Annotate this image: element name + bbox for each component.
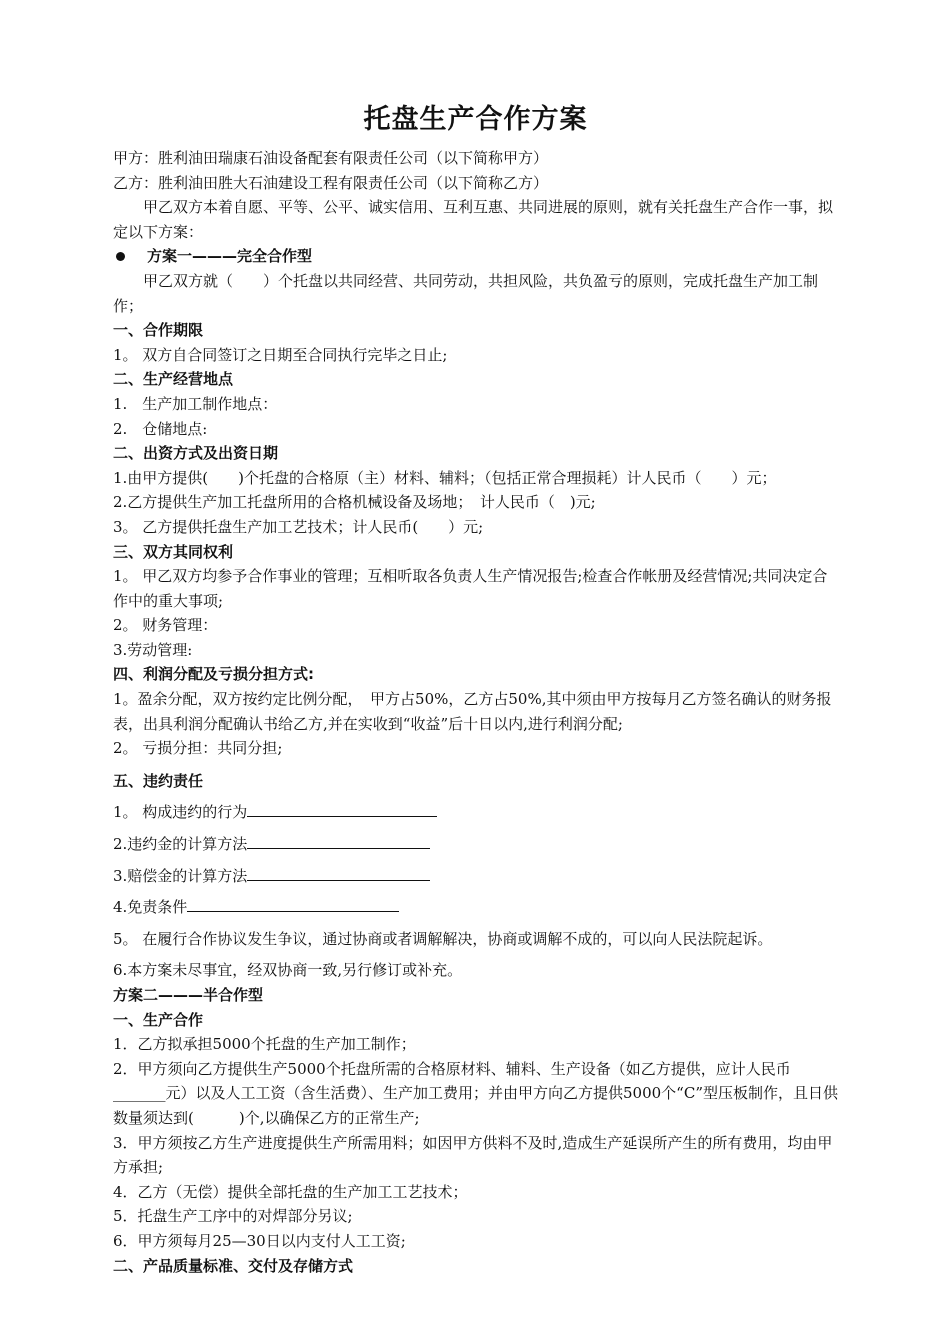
- list-item: 2．甲方须向乙方提供生产5000个托盘所需的合格原材料、辅料、生产设备（如乙方提供，应计人民币_______元）以及人工工资（含生活费）、生产加工费用；并由甲方向乙方提供5000个“C”型压板制作，且日供数量须达到( )个,以确保乙方的正常生产;: [113, 1059, 838, 1127]
- fill-in-blank[interactable]: [247, 800, 437, 817]
- list-item: 1.由甲方提供( )个托盘的合格原（主）材料、辅料；（包括正常合理损耗）计人民币（ ）元；: [113, 468, 777, 487]
- list-item: 4．乙方（无偿）提供全部托盘的生产加工工艺技术；: [113, 1182, 468, 1201]
- list-item: 2. 仓储地点:: [113, 419, 208, 438]
- list-item: 2.乙方提供生产加工托盘所用的合格机械设备及场地； 计人民币（ )元;: [113, 493, 596, 512]
- list-item: 2。 财务管理：: [113, 616, 218, 635]
- list-item: 1。盈余分配，双方按约定比例分配， 甲方占50%，乙方占50%,其中须由甲方按每月乙方签名确认的财务报表，出具利润分配确认书给乙方,并在实收到“收益”后十日以内,进行利润分配;: [113, 690, 832, 733]
- list-item-blank: [113, 800, 838, 825]
- list-item: 3．甲方须按乙方生产进度提供生产所需用料；如因甲方供料不及时,造成生产延误所产生的所有费用，均由甲方承担;: [113, 1133, 833, 1177]
- document-page: [113, 98, 838, 1278]
- list-item: 1. 生产加工制作地点：: [113, 394, 278, 413]
- list-item-label: 4.免责条件: [113, 898, 188, 917]
- plan1-section3-heading: 二、出资方式及出资日期: [113, 444, 279, 463]
- plan1-heading-text: 方案一———完全合作型: [147, 247, 313, 266]
- party-b: 乙方：胜利油田胜大石油建设工程有限责任公司（以下简称乙方）: [113, 173, 549, 192]
- list-item: 1。 双方自合同签订之日期至合同执行完毕之日止;: [113, 345, 448, 364]
- plan1-section1-heading: 一、合作期限: [113, 321, 204, 340]
- bullet-icon: [116, 252, 125, 261]
- fill-in-blank[interactable]: [247, 832, 430, 849]
- plan2-section1-heading: 一、生产合作: [113, 1010, 204, 1029]
- fill-in-blank[interactable]: [247, 864, 430, 881]
- plan2-heading: 方案二———半合作型: [113, 986, 264, 1004]
- list-item: 2。 亏损分担：共同分担;: [113, 739, 283, 758]
- document-title: 托盘生产合作方案: [363, 104, 588, 135]
- list-item: 1．乙方拟承担5000个托盘的生产加工制作；: [113, 1035, 416, 1054]
- list-item: 1。 甲乙双方均参予合作事业的管理；互相听取各负责人生产情况报告;检查合作帐册及经营情况;共同决定合作中的重大事项;: [113, 567, 828, 610]
- party-a: 甲方：胜利油田瑞康石油设备配套有限责任公司（以下简称甲方）: [113, 149, 549, 167]
- list-item-blank: [113, 895, 838, 920]
- intro-paragraph: 甲乙双方本着自愿、平等、公平、诚实信用、互利互惠、共同进展的原则，就有关托盘生产合作一事，拟定以下方案：: [113, 198, 834, 241]
- list-item: 6.本方案未尽事宜，经双协商一致,另行修订或补充。: [113, 961, 463, 980]
- plan2-section2-heading: 二、产品质量标准、交付及存储方式: [113, 1256, 354, 1275]
- plan1-intro: 甲乙双方就（ ）个托盘以共同经营、共同劳动，共担风险，共负盈亏的原则，完成托盘生产加工制作；: [113, 271, 819, 315]
- plan1-section2-heading: 二、生产经营地点: [113, 370, 234, 389]
- list-item: 3。 乙方提供托盘生产加工艺技术；计人民币( ）元;: [113, 517, 484, 536]
- list-item: 3.劳动管理:: [113, 640, 193, 659]
- list-item: 5。 在履行合作协议发生争议，通过协商或者调解解决，协商或调解不成的，可以向人民法院起诉。: [113, 929, 773, 948]
- plan1-heading: [113, 244, 838, 269]
- list-item-label: 3.赔偿金的计算方法: [113, 866, 248, 885]
- list-item: 6．甲方须每月25—30日以内支付人工工资;: [113, 1231, 406, 1250]
- list-item-label: 2.违约金的计算方法: [113, 835, 248, 854]
- plan1-section4-heading: 三、双方其同权利: [113, 542, 234, 561]
- list-item: 5．托盘生产工序中的对焊部分另议;: [113, 1207, 353, 1226]
- fill-in-blank[interactable]: [187, 895, 399, 912]
- list-item-blank: [113, 864, 838, 889]
- plan1-section5-heading: 四、利润分配及亏损分担方式:: [113, 665, 314, 684]
- list-item-label: 1。 构成违约的行为: [113, 803, 248, 822]
- list-item-blank: [113, 832, 838, 857]
- plan1-section6-heading: 五、违约责任: [113, 771, 204, 790]
